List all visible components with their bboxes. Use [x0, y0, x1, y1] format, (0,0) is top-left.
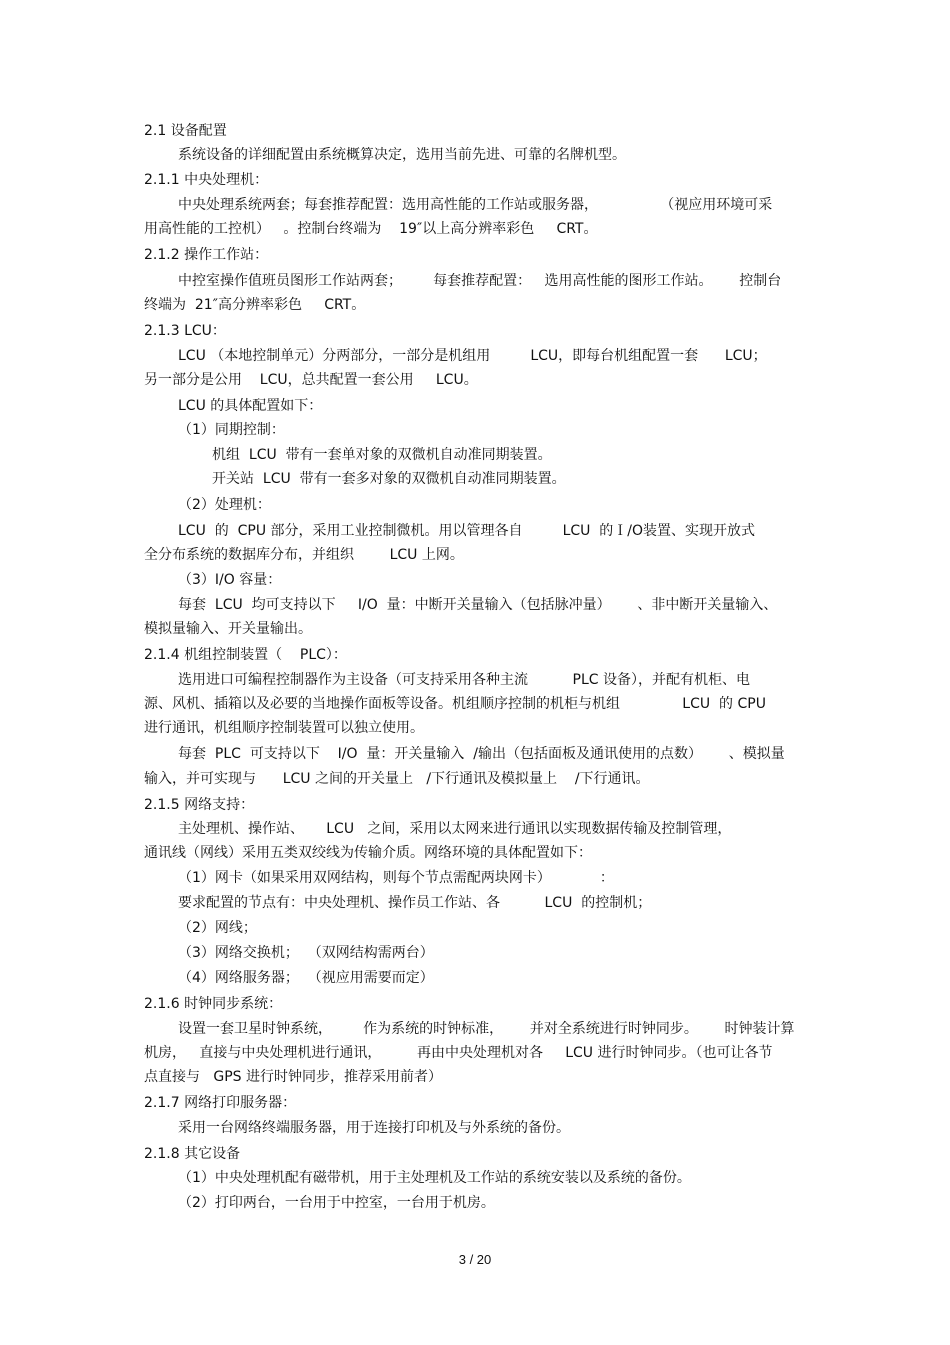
text-line: 开关站 LCU 带有一套多对象的双微机自动准同期装置。	[212, 471, 566, 487]
text-line: （1）网卡（如果采用双网结构，则每个节点需配两块网卡） ：	[178, 870, 614, 886]
text-line: 每套 PLC 可支持以下 I/O 量：开关量输入 /输出（包括面板及通讯使用的点数） 、模拟量	[178, 746, 785, 762]
text-line: 输入，并可实现与 LCU 之间的开关量上 /下行通讯及模拟量上 /下行通讯。	[144, 771, 650, 787]
text-line: LCU 的具体配置如下：	[178, 398, 323, 414]
text-line: 选用进口可编程控制器作为主设备（可支持采用各种主流 PLC 设备），并配有机柜、电	[178, 672, 750, 688]
text-line: 用高性能的工控机） 。控制台终端为 19″以上高分辨率彩色 CRT。	[144, 221, 598, 237]
text-line: （2）网线；	[178, 920, 257, 936]
text-line: 通讯线（网线）采用五类双绞线为传输介质。网络环境的具体配置如下：	[144, 845, 592, 861]
text-line: （3）网络交换机； （双网结构需两台）	[178, 945, 434, 961]
text-line: （3）I/O 容量：	[178, 572, 282, 588]
text-line: 2.1.5 网络支持：	[144, 797, 255, 813]
text-line: 另一部分是公用 LCU，总共配置一套公用 LCU。	[144, 372, 478, 388]
page-number: 3 / 20	[458, 1252, 492, 1267]
text-line: （1）同期控制：	[178, 422, 285, 438]
text-line: 采用一台网络终端服务器，用于连接打印机及与外系统的备份。	[178, 1120, 570, 1136]
text-line: 2.1.2 操作工作站：	[144, 247, 269, 263]
text-line: 2.1.1 中央处理机：	[144, 172, 269, 188]
text-line: （2）打印两台，一台用于中控室，一台用于机房。	[178, 1195, 495, 1211]
text-line: 终端为 21″高分辨率彩色 CRT。	[144, 297, 366, 313]
text-line: 点直接与 GPS 进行时钟同步，推荐采用前者）	[144, 1069, 442, 1085]
text-line: 设置一套卫星时钟系统， 作为系统的时钟标准， 并对全系统进行时钟同步。 时钟装计算	[178, 1021, 795, 1037]
text-line: 全分布系统的数据库分布，并组织 LCU 上网。	[144, 547, 464, 563]
text-line: （1）中央处理机配有磁带机，用于主处理机及工作站的系统安装以及系统的备份。	[178, 1170, 691, 1186]
text-line: （4）网络服务器； （视应用需要而定）	[178, 970, 434, 986]
text-line: 机房， 直接与中央处理机进行通讯， 再由中央处理机对各 LCU 进行时钟同步。（也可让各节	[144, 1045, 773, 1061]
text-line: LCU （本地控制单元）分两部分，一部分是机组用 LCU，即每台机组配置一套 LCU；	[178, 348, 767, 364]
text-line: 要求配置的节点有：中央处理机、操作员工作站、各 LCU 的控制机；	[178, 895, 652, 911]
text-line: 2.1 设备配置	[144, 123, 227, 139]
text-line: 机组 LCU 带有一套单对象的双微机自动准同期装置。	[212, 447, 552, 463]
text-line: 2.1.4 机组控制装置（ PLC）：	[144, 647, 347, 663]
text-line: 2.1.3 LCU：	[144, 323, 226, 339]
text-line: 每套 LCU 均可支持以下 I/O 量：中断开关量输入（包括脉冲量） 、非中断开关量输入、	[178, 597, 778, 613]
text-line: LCU 的 CPU 部分，采用工业控制微机。用以管理各自 LCU 的Ｉ/O装置、实现开放式	[178, 523, 756, 539]
text-line: （2）处理机：	[178, 497, 271, 513]
text-line: 源、风机、插箱以及必要的当地操作面板等设备。机组顺序控制的机柜与机组 LCU 的 CPU	[144, 696, 766, 712]
text-line: 2.1.8 其它设备	[144, 1146, 241, 1162]
text-line: 2.1.6 时钟同步系统：	[144, 996, 283, 1012]
text-line: 中央处理系统两套；每套推荐配置：选用高性能的工作站或服务器， （视应用环境可采	[178, 197, 773, 213]
text-line: 中控室操作值班员图形工作站两套； 每套推荐配置： 选用高性能的图形工作站。 控制台	[178, 273, 782, 289]
text-line: 系统设备的详细配置由系统概算决定，选用当前先进、可靠的名牌机型。	[178, 147, 626, 163]
text-line: 主处理机、操作站、 LCU 之间，采用以太网来进行通讯以实现数据传输及控制管理，	[178, 821, 732, 837]
text-line: 2.1.7 网络打印服务器：	[144, 1095, 297, 1111]
text-line: 进行通讯，机组顺序控制装置可以独立使用。	[144, 720, 424, 736]
text-line: 模拟量输入、开关量输出。	[144, 621, 312, 637]
